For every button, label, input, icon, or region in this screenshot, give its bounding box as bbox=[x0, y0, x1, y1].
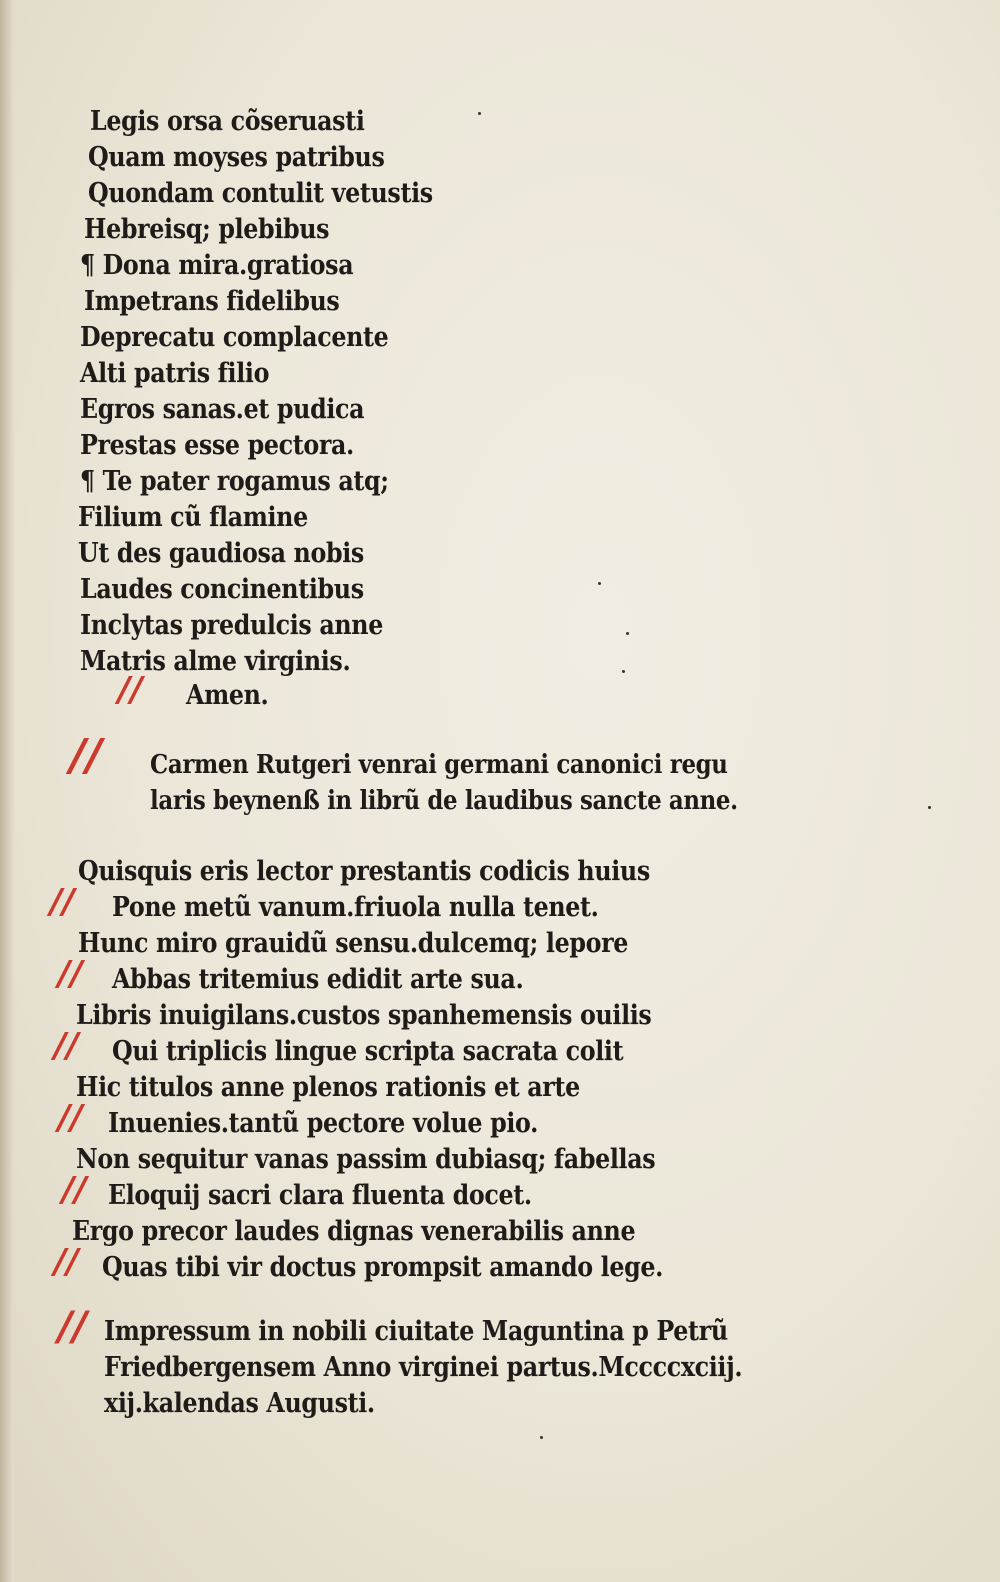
poem-line: Qui triplicis lingue scripta sacrata colit bbox=[112, 1036, 624, 1067]
rubric-paragraph-mark: // bbox=[54, 1026, 79, 1066]
heading-line: laris beynenß in librũ de laudibus sancte anne. bbox=[150, 786, 738, 816]
paper-speck bbox=[928, 806, 931, 809]
hymn-line: ¶ Te pater rogamus atq; bbox=[80, 466, 389, 497]
hymn-line: Prestas esse pectora. bbox=[80, 430, 354, 461]
poem-line: Abbas tritemius edidit arte sua. bbox=[112, 964, 524, 995]
poem-line: Hunc miro grauidũ sensu.dulcemq; lepore bbox=[78, 928, 629, 959]
rubric-paragraph-mark: // bbox=[62, 1170, 87, 1210]
hymn-line: Quam moyses patribus bbox=[88, 142, 385, 173]
hymn-line: Deprecatu complacente bbox=[80, 322, 389, 353]
hymn-line: ¶ Dona mira.gratiosa bbox=[80, 250, 354, 281]
poem-line: Eloquij sacri clara fluenta docet. bbox=[108, 1180, 532, 1211]
hymn-line: Ut des gaudiosa nobis bbox=[78, 538, 364, 569]
poem-line: Inuenies.tantũ pectore volue pio. bbox=[108, 1108, 539, 1139]
paper-speck bbox=[598, 582, 601, 585]
colophon-line: xij.kalendas Augusti. bbox=[104, 1388, 375, 1419]
page-spine-shadow bbox=[0, 0, 14, 1582]
rubric-paragraph-mark: // bbox=[54, 1242, 79, 1282]
hymn-line: Matris alme virginis. bbox=[80, 646, 351, 677]
paper-speck bbox=[540, 1436, 543, 1439]
hymn-line: Laudes concinentibus bbox=[80, 574, 364, 605]
amen-line: Amen. bbox=[186, 680, 269, 711]
hymn-line: Hebreisq; plebibus bbox=[84, 214, 330, 245]
colophon-line: Impressum in nobili ciuitate Maguntina p Petrũ bbox=[104, 1316, 728, 1347]
paper-speck bbox=[622, 670, 625, 673]
paper-speck bbox=[626, 632, 629, 635]
hymn-line: Egros sanas.et pudica bbox=[80, 394, 365, 425]
rubric-paragraph-mark: // bbox=[58, 1304, 88, 1350]
poem-line: Ergo precor laudes dignas venerabilis anne bbox=[72, 1216, 636, 1247]
rubric-paragraph-mark: // bbox=[70, 730, 103, 781]
poem-line: Quisquis eris lector prestantis codicis huius bbox=[78, 856, 650, 887]
poem-line: Quas tibi vir doctus prompsit amando lege. bbox=[102, 1252, 664, 1283]
hymn-line: Impetrans fidelibus bbox=[84, 286, 340, 317]
poem-line: Non sequitur vanas passim dubiasq; fabellas bbox=[76, 1144, 656, 1175]
hymn-line: Quondam contulit vetustis bbox=[88, 178, 433, 209]
rubric-paragraph-mark: // bbox=[58, 1098, 83, 1138]
hymn-line: Inclytas predulcis anne bbox=[80, 610, 383, 641]
heading-line: Carmen Rutgeri venrai germani canonici regu bbox=[150, 750, 728, 780]
rubric-paragraph-mark: // bbox=[58, 954, 83, 994]
poem-line: Hic titulos anne plenos rationis et arte bbox=[76, 1072, 580, 1103]
colophon-line: Friedbergensem Anno virginei partus.Mccccxciij. bbox=[104, 1352, 743, 1383]
rubric-paragraph-mark: // bbox=[118, 670, 143, 710]
poem-line: Libris inuigilans.custos spanhemensis ouilis bbox=[76, 1000, 652, 1031]
hymn-line: Alti patris filio bbox=[80, 358, 270, 389]
paper-speck bbox=[478, 112, 481, 115]
poem-line: Pone metũ vanum.friuola nulla tenet. bbox=[112, 892, 599, 923]
hymn-line: Filium cũ flamine bbox=[78, 502, 308, 533]
rubric-paragraph-mark: // bbox=[50, 882, 75, 922]
hymn-line: Legis orsa cõseruasti bbox=[90, 106, 365, 137]
